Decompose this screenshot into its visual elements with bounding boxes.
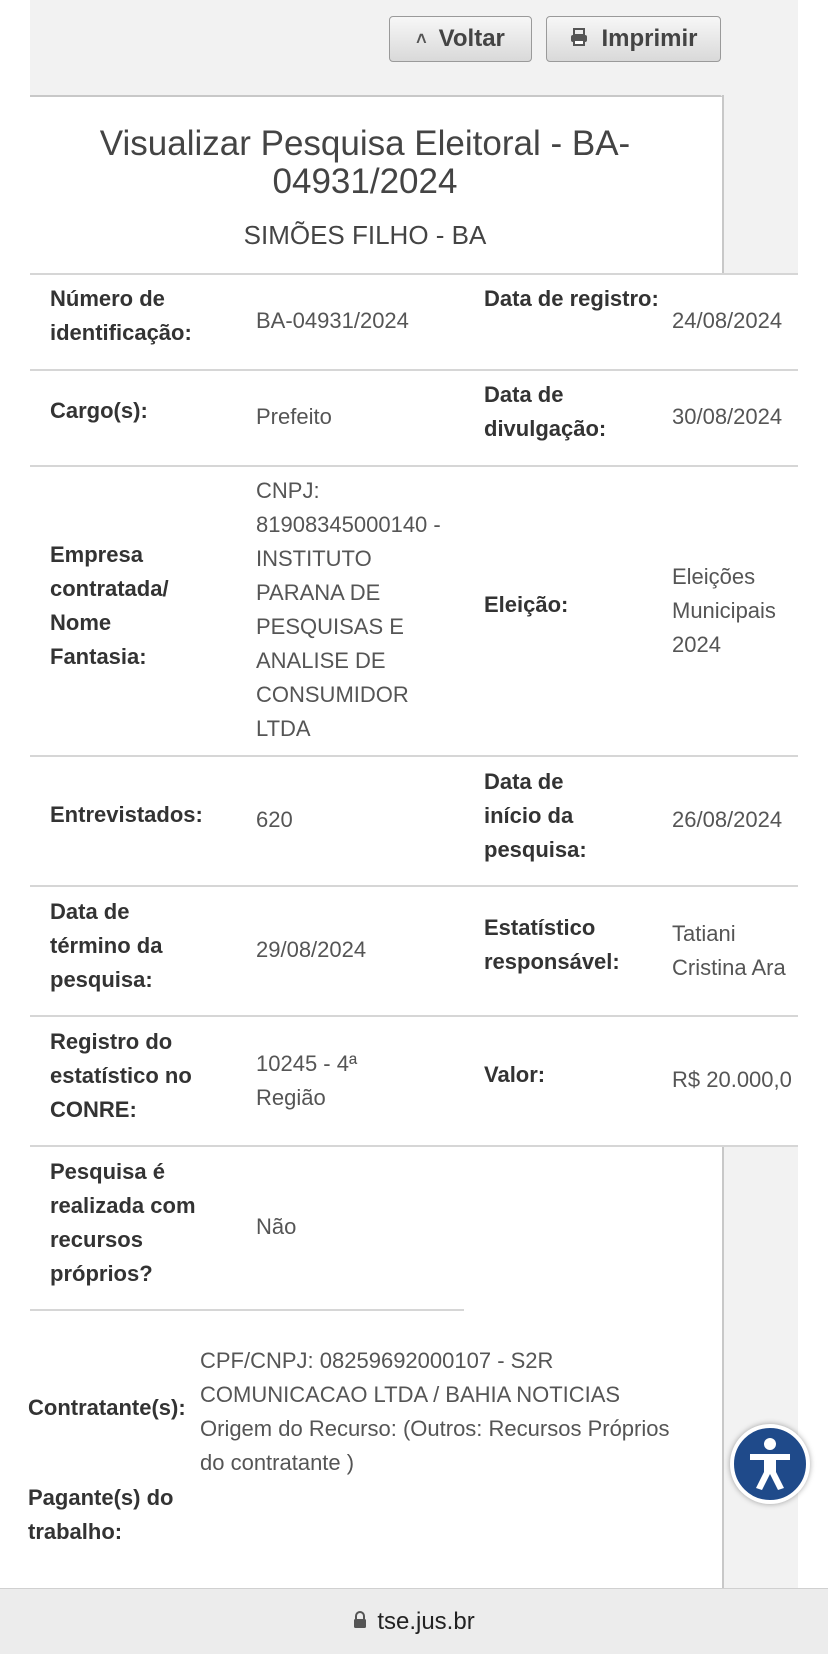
back-button[interactable] xyxy=(389,16,532,62)
pagante-label: Pagante(s) do trabalho: xyxy=(28,1485,174,1544)
printer-icon xyxy=(569,27,589,52)
row-divider xyxy=(30,885,798,887)
cargo-value: Prefeito xyxy=(256,404,332,429)
data-inicio-value: 26/08/2024 xyxy=(672,807,783,832)
browser-address-bar[interactable] xyxy=(0,1588,828,1654)
contratante-label: Contratante(s): xyxy=(28,1395,186,1420)
numero-label: Número de identificação: xyxy=(50,286,192,345)
print-button-label: Imprimir xyxy=(601,25,698,52)
conre-value: 10245 - 4ª Região xyxy=(256,1051,358,1110)
cargo-label: Cargo(s): xyxy=(50,398,148,423)
contratante-value: CPF/CNPJ: 08259692000107 - S2R COMUNICACAO LTDA / BAHIA NOTICIAS Origem do Recurso: (Outros: Recursos Próprios do contratante ) xyxy=(200,1348,670,1475)
chevron-up-icon: ˄ xyxy=(416,28,427,49)
data-divulgacao-value: 30/08/2024 xyxy=(672,404,783,429)
entrevistados-value: 620 xyxy=(256,807,293,832)
lock-icon xyxy=(353,1608,367,1636)
data-divulgacao-label: Data de divulgação: xyxy=(484,382,607,441)
url-text: tse.jus.br xyxy=(377,1607,475,1635)
page-subtitle: SIMÕES FILHO - BA xyxy=(243,220,487,250)
empresa-label: Empresa contratada/ Nome Fantasia: xyxy=(50,542,169,669)
panel-border xyxy=(30,95,722,97)
panel-border xyxy=(722,95,724,273)
accessibility-button[interactable] xyxy=(730,1424,810,1504)
data-termino-label: Data de término da pesquisa: xyxy=(50,899,163,992)
data-registro-label: Data de registro: xyxy=(484,286,659,311)
panel-border xyxy=(722,1145,724,1588)
row-divider xyxy=(30,1309,464,1311)
eleicao-value: Eleições Municipais 2024 xyxy=(672,564,776,657)
valor-value: R$ 20.000,0 xyxy=(672,1067,792,1092)
entrevistados-label: Entrevistados: xyxy=(50,802,203,827)
back-button-label: Voltar xyxy=(438,25,505,52)
data-termino-value: 29/08/2024 xyxy=(256,937,367,962)
accessibility-icon xyxy=(734,1428,806,1500)
row-divider xyxy=(30,755,798,757)
numero-value: BA-04931/2024 xyxy=(256,308,409,333)
empresa-value: CNPJ: 81908345000140 - INSTITUTO PARANA DE PESQUISAS E ANALISE DE CONSUMIDOR LTDA xyxy=(256,478,441,741)
eleicao-label: Eleição: xyxy=(484,592,569,617)
row-divider xyxy=(30,273,798,275)
estatistico-label: Estatístico responsável: xyxy=(484,915,620,974)
row-divider xyxy=(30,1015,798,1017)
page-title: Visualizar Pesquisa Eleitoral - BA-04931/2024 xyxy=(99,124,631,201)
row-divider xyxy=(30,1145,798,1147)
row-divider xyxy=(30,369,798,371)
estatistico-value: Tatiani Cristina Ara xyxy=(672,921,786,980)
recursos-label: Pesquisa é realizada com recursos próprios? xyxy=(50,1159,196,1286)
page-edge xyxy=(798,0,828,1588)
print-button[interactable] xyxy=(546,16,721,62)
data-inicio-label: Data de início da pesquisa: xyxy=(484,769,587,862)
row-divider xyxy=(30,465,798,467)
data-registro-value: 24/08/2024 xyxy=(672,308,783,333)
recursos-value: Não xyxy=(256,1214,297,1239)
conre-label: Registro do estatístico no CONRE: xyxy=(50,1029,192,1122)
valor-label: Valor: xyxy=(484,1062,546,1087)
